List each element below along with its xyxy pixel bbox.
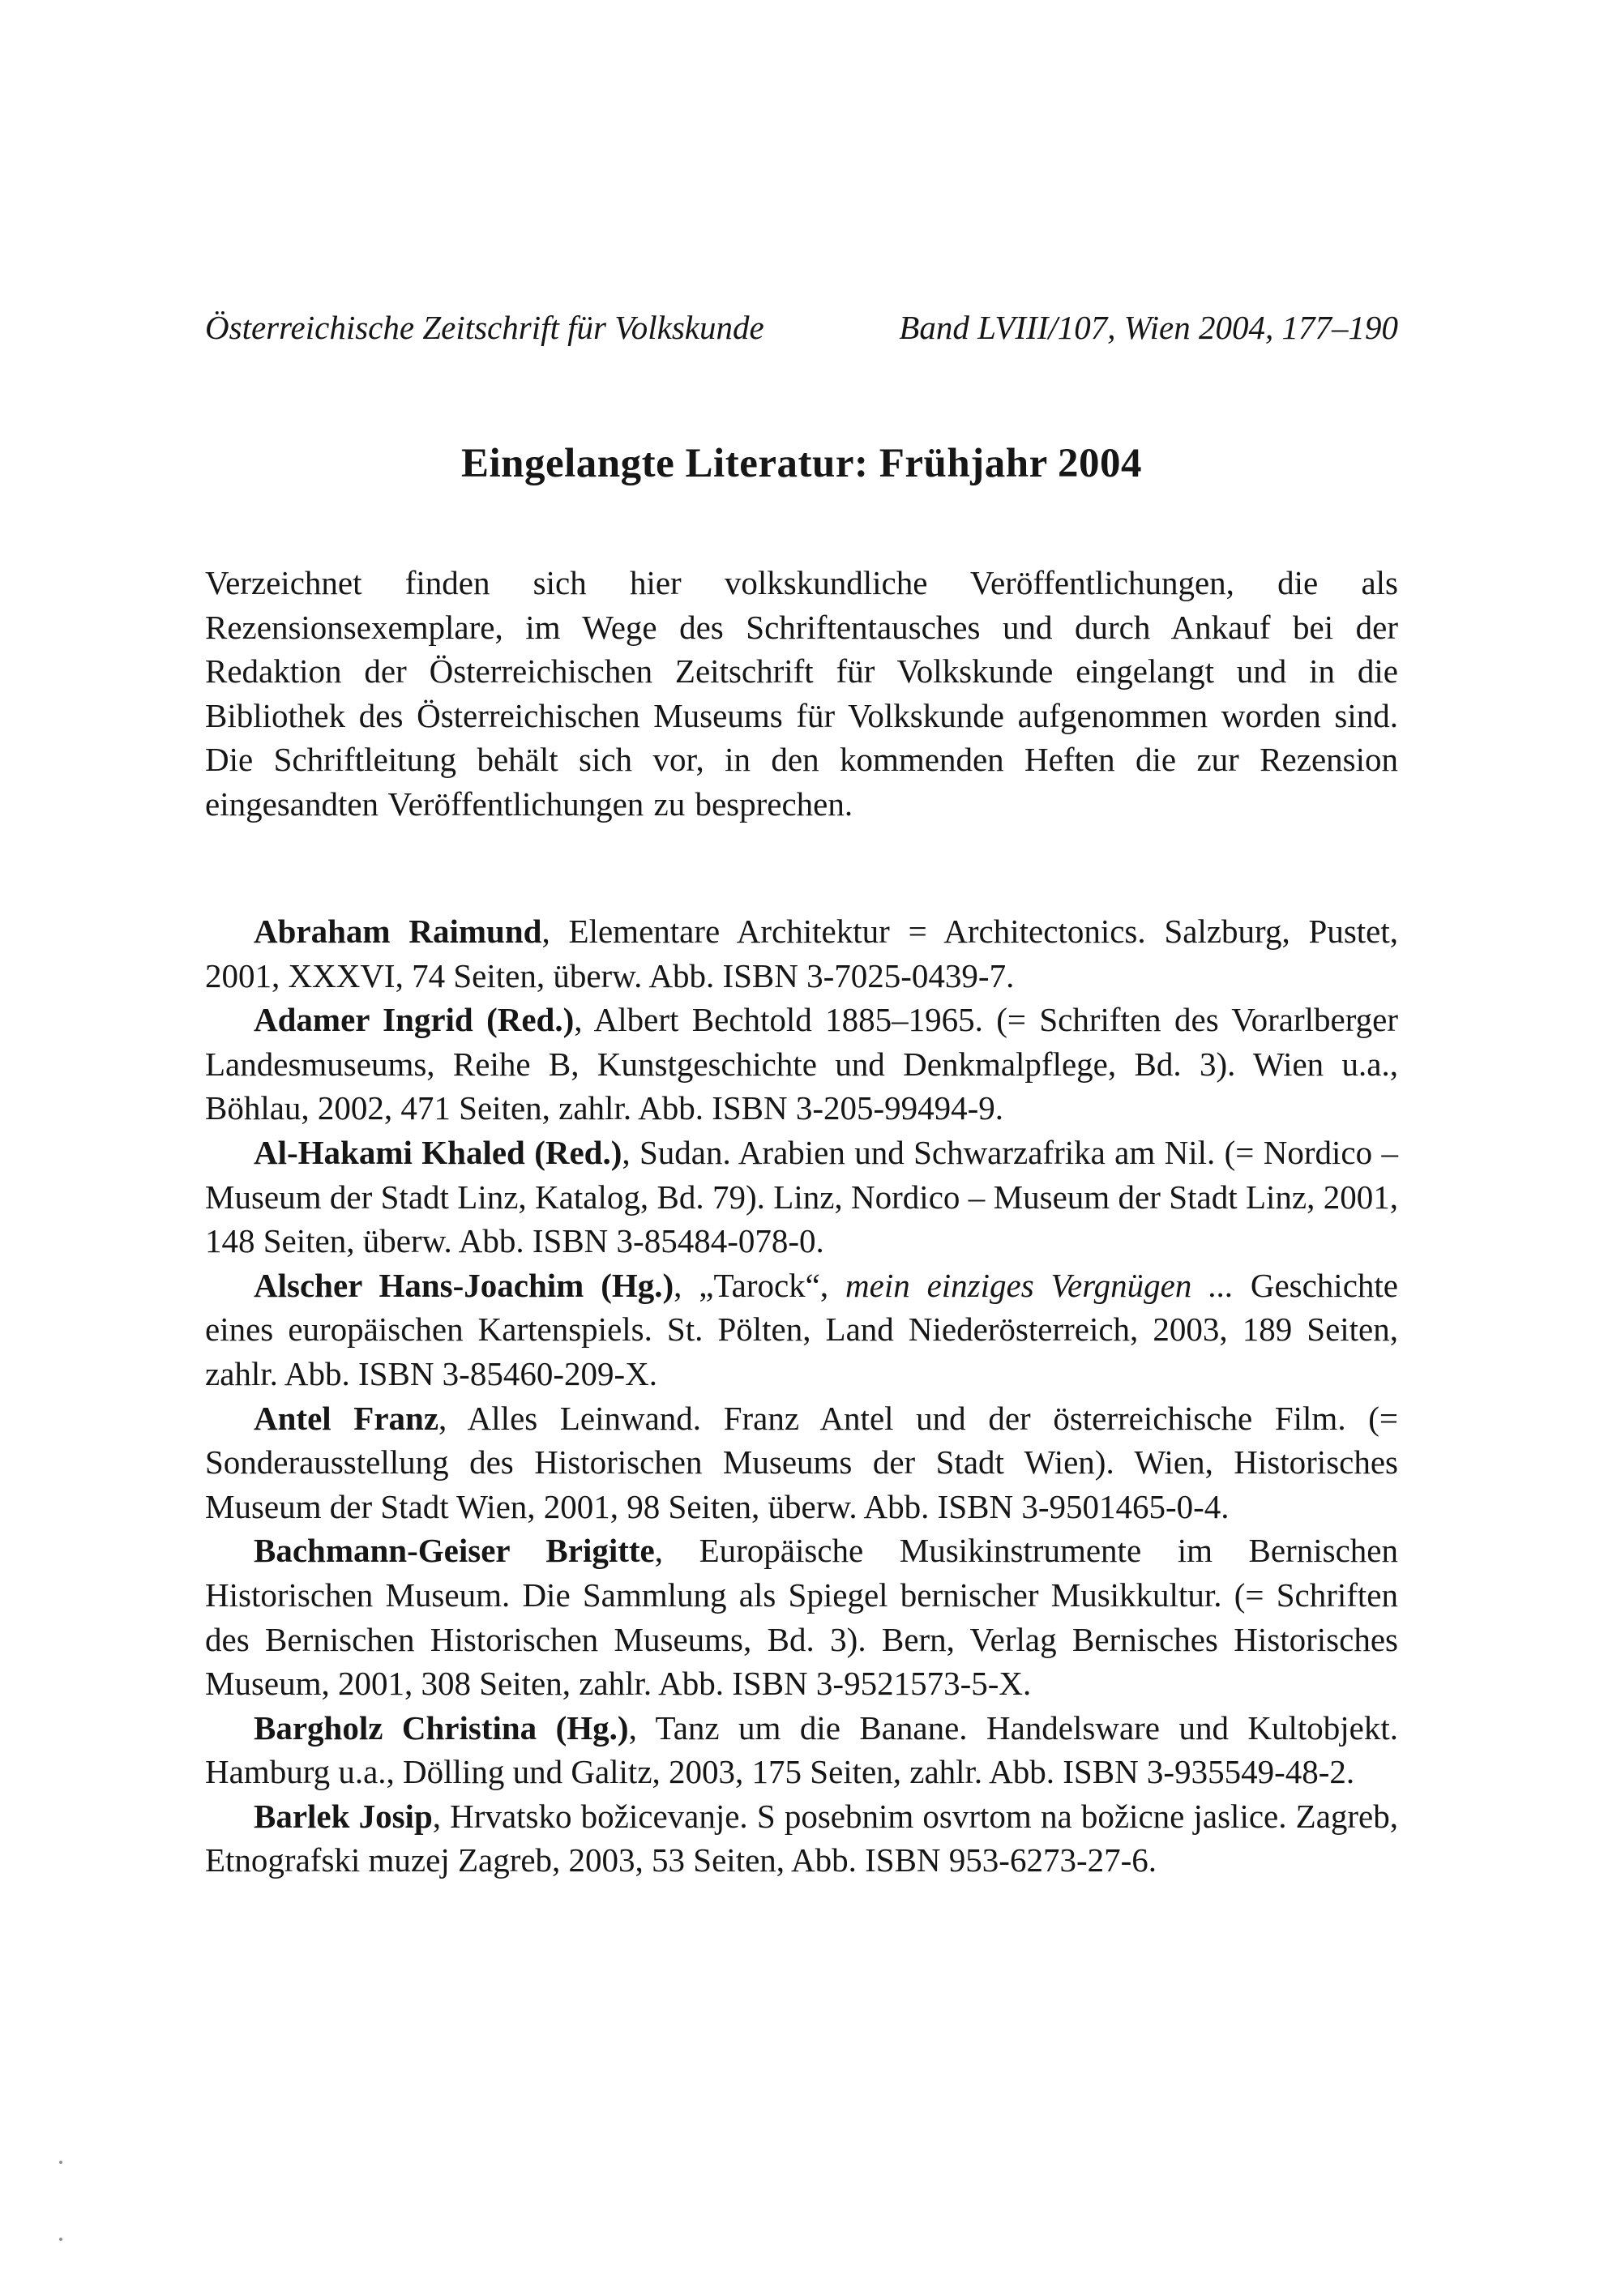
entry-author: Bargholz Christina (Hg.) xyxy=(254,1708,629,1747)
entry-text: , Sudan. Arabien und Schwarzafrika am Nil. (= Nordico – Museum der Stadt Linz, Katalog, Bd. 79). Linz, Nordico – Museum der Stadt Linz, 2001, 148 Seiten, überw. Abb. ISBN 3-85484-078-0. xyxy=(205,1133,1398,1260)
scan-speck xyxy=(59,2238,62,2241)
bibliography-entry xyxy=(205,998,1398,1131)
entry-text: , Albert Bechtold 1885–1965. (= Schriften des Vorarlberger Landesmuseums, Reihe B, Kunstgeschichte und Denkmalpflege, Bd. 3). Wien u.a., Böhlau, 2002, 471 Seiten, zahlr. Abb. ISBN 3-205-99494-9. xyxy=(205,1001,1398,1127)
bibliography-entry xyxy=(205,1131,1398,1263)
intro-paragraph: Verzeichnet finden sich hier volkskundliche Veröffentlichungen, die als Rezensionsexemplare, im Wege des Schriftentausches und durch Ankauf bei der Redaktion der Österreichischen Zeitschrift für Volkskunde eingelangt und in die Bibliothek des Österreichischen Museums für Volkskunde aufgenommen worden sind. Die Schriftleitung behält sich vor, in den kommenden Heften die zur Rezension eingesandten Veröffentlichungen zu besprechen. xyxy=(205,564,1398,823)
entry-author: Alscher Hans-Joachim (Hg.) xyxy=(254,1266,674,1304)
bibliography-entry xyxy=(205,1396,1398,1529)
entry-title-italic: mein einziges Vergnügen ... xyxy=(845,1266,1234,1304)
bibliography-entry xyxy=(205,1706,1398,1794)
entry-text: , Alles Leinwand. Franz Antel und der österreichische Film. (= Sonderausstellung des Historischen Museums der Stadt Wien). Wien, Historisches Museum der Stadt Wien, 2001, 98 Seiten, überw. Abb. ISBN 3-9501465-0-4. xyxy=(205,1399,1398,1525)
bibliography-list xyxy=(205,909,1398,1883)
running-head xyxy=(205,308,1398,347)
page-title: Eingelangte Literatur: Frühjahr 2004 xyxy=(460,441,1143,486)
entry-author: Adamer Ingrid (Red.) xyxy=(254,1001,575,1039)
entry-text: , Hrvatsko božicevanje. S posebnim osvrtom na božicne jaslice. Zagreb, Etnografski muzej Zagreb, 2003, 53 Seiten, Abb. ISBN 953-6273-27-6. xyxy=(205,1797,1398,1879)
issue-info: Band LVIII/107, Wien 2004, 177–190 xyxy=(899,309,1398,346)
entry-text: , Elementare Architektur = Architectonics. Salzburg, Pustet, 2001, XXXVI, 74 Seiten, überw. Abb. ISBN 3-7025-0439-7. xyxy=(205,913,1399,994)
entry-author: Abraham Raimund xyxy=(254,913,542,950)
bibliography-entry xyxy=(205,1263,1398,1396)
entry-text: , Tanz um die Banane. Handelsware und Kultobjekt. Hamburg u.a., Dölling und Galitz, 2003, 175 Seiten, zahlr. Abb. ISBN 3-935549-48-2. xyxy=(205,1708,1398,1791)
entry-text: , „Tarock“, xyxy=(674,1266,846,1304)
bibliography-entry xyxy=(205,909,1398,998)
bibliography-entry xyxy=(205,1794,1398,1883)
entry-author: Al-Hakami Khaled (Red.) xyxy=(254,1133,622,1171)
entry-text: , Europäische Musikinstrumente im Bernischen Historischen Museum. Die Sammlung als Spiegel bernischer Musikkultur. (= Schriften des Bernischen Historischen Museums, Bd. 3). Bern, Verlag Bernisches Historisches Museum, 2001, 308 Seiten, zahlr. Abb. ISBN 3-9521573-5-X. xyxy=(205,1532,1398,1703)
scan-speck xyxy=(59,2161,62,2164)
bibliography-entry xyxy=(205,1529,1398,1705)
journal-title: Österreichische Zeitschrift für Volkskunde xyxy=(205,309,764,346)
entry-author: Bachmann-Geiser Brigitte xyxy=(254,1532,655,1570)
entry-text: Geschichte eines europäischen Kartenspiels. St. Pölten, Land Niederösterreich, 2003, 189 Seiten, zahlr. Abb. ISBN 3-85460-209-X. xyxy=(205,1266,1398,1392)
entry-author: Barlek Josip xyxy=(254,1797,433,1835)
entry-author: Antel Franz xyxy=(254,1399,439,1437)
